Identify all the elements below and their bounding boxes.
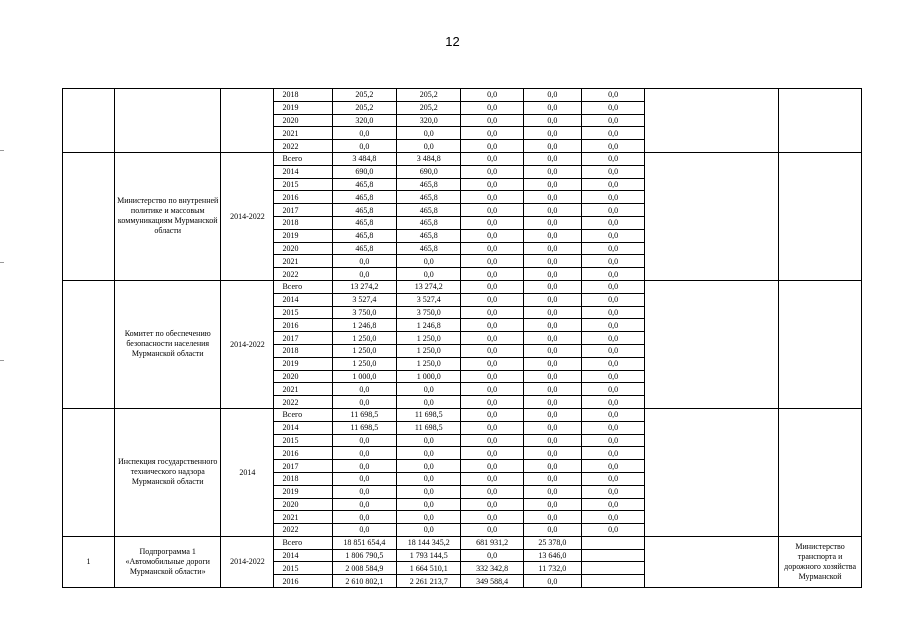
regional-budget-cell: 1 250,0 [397,332,461,345]
other-funds-cell: 0,0 [581,280,644,293]
local-budget-cell: 0,0 [523,268,581,281]
other-funds-cell [581,562,644,575]
total-cell: 1 246,8 [332,319,396,332]
regional-budget-cell: 0,0 [397,434,461,447]
row-number-cell [63,408,115,536]
total-cell: 465,8 [332,242,396,255]
total-cell: 320,0 [332,114,396,127]
federal-budget-cell: 0,0 [461,114,523,127]
federal-budget-cell: 0,0 [461,293,523,306]
local-budget-cell: 0,0 [523,127,581,140]
year-cell: 2017 [274,332,332,345]
local-budget-cell: 0,0 [523,575,581,588]
regional-budget-cell: 205,2 [397,89,461,102]
total-cell: 2 610 802,1 [332,575,396,588]
local-budget-cell: 0,0 [523,498,581,511]
federal-budget-cell: 0,0 [461,421,523,434]
period-cell: 2014-2022 [221,280,274,408]
local-budget-cell: 0,0 [523,421,581,434]
year-cell: 2020 [274,498,332,511]
other-funds-cell: 0,0 [581,204,644,217]
regional-budget-cell: 0,0 [397,396,461,409]
local-budget-cell: 0,0 [523,472,581,485]
total-cell: 1 250,0 [332,344,396,357]
other-funds-cell: 0,0 [581,434,644,447]
regional-budget-cell: 3 750,0 [397,306,461,319]
total-cell: 0,0 [332,511,396,524]
regional-budget-cell: 690,0 [397,165,461,178]
regional-budget-cell: 0,0 [397,472,461,485]
row-number-cell: 1 [63,536,115,587]
other-funds-cell: 0,0 [581,165,644,178]
year-cell: 2018 [274,344,332,357]
total-cell: 0,0 [332,383,396,396]
local-budget-cell: 0,0 [523,165,581,178]
total-cell: 0,0 [332,140,396,153]
federal-budget-cell: 0,0 [461,370,523,383]
scan-margin-marks [0,0,6,640]
federal-budget-cell: 0,0 [461,306,523,319]
year-cell: 2021 [274,511,332,524]
local-budget-cell: 13 646,0 [523,549,581,562]
local-budget-cell: 0,0 [523,370,581,383]
federal-budget-cell: 0,0 [461,332,523,345]
other-funds-cell: 0,0 [581,383,644,396]
year-cell: 2019 [274,101,332,114]
year-cell: 2020 [274,370,332,383]
federal-budget-cell: 0,0 [461,127,523,140]
total-cell: 2 008 584,9 [332,562,396,575]
federal-budget-cell: 0,0 [461,255,523,268]
period-cell [221,89,274,153]
year-cell: Всего [274,280,332,293]
regional-budget-cell: 465,8 [397,178,461,191]
other-funds-cell: 0,0 [581,460,644,473]
local-budget-cell: 0,0 [523,447,581,460]
federal-budget-cell: 0,0 [461,472,523,485]
year-cell: 2021 [274,127,332,140]
regional-budget-cell: 0,0 [397,383,461,396]
regional-budget-cell: 2 261 213,7 [397,575,461,588]
total-cell: 3 527,4 [332,293,396,306]
organization-cell: Министерство по внутренней политике и массовым коммуникациям Мурманской области [115,152,221,280]
year-cell: 2017 [274,460,332,473]
year-cell: 2022 [274,140,332,153]
other-funds-cell: 0,0 [581,332,644,345]
federal-budget-cell: 0,0 [461,396,523,409]
other-funds-cell [581,549,644,562]
local-budget-cell: 0,0 [523,204,581,217]
other-funds-cell: 0,0 [581,344,644,357]
other-funds-cell: 0,0 [581,421,644,434]
local-budget-cell: 0,0 [523,229,581,242]
other-funds-cell [581,575,644,588]
total-cell: 18 851 654,4 [332,536,396,549]
federal-budget-cell: 0,0 [461,165,523,178]
other-funds-cell: 0,0 [581,447,644,460]
regional-budget-cell: 1 250,0 [397,357,461,370]
local-budget-cell: 0,0 [523,293,581,306]
page-number: 12 [445,34,460,49]
other-funds-cell: 0,0 [581,89,644,102]
regional-budget-cell: 0,0 [397,498,461,511]
total-cell: 3 750,0 [332,306,396,319]
regional-budget-cell: 1 250,0 [397,344,461,357]
regional-budget-cell: 0,0 [397,460,461,473]
year-cell: 2016 [274,575,332,588]
regional-budget-cell: 1 246,8 [397,319,461,332]
year-cell: 2015 [274,306,332,319]
federal-budget-cell: 0,0 [461,268,523,281]
other-funds-cell: 0,0 [581,242,644,255]
year-cell: 2014 [274,421,332,434]
regional-budget-cell: 1 000,0 [397,370,461,383]
federal-budget-cell: 0,0 [461,549,523,562]
table-row [63,280,862,293]
regional-budget-cell: 465,8 [397,204,461,217]
other-funds-cell: 0,0 [581,472,644,485]
other-funds-cell: 0,0 [581,127,644,140]
total-cell: 11 698,5 [332,421,396,434]
local-budget-cell: 0,0 [523,524,581,537]
year-cell: 2014 [274,293,332,306]
other-funds-cell [581,536,644,549]
year-cell: 2022 [274,268,332,281]
year-cell: 2019 [274,485,332,498]
local-budget-cell: 0,0 [523,319,581,332]
federal-budget-cell: 0,0 [461,191,523,204]
other-funds-cell: 0,0 [581,293,644,306]
regional-budget-cell: 465,8 [397,191,461,204]
local-budget-cell: 0,0 [523,485,581,498]
regional-budget-cell: 3 527,4 [397,293,461,306]
period-cell: 2014-2022 [221,152,274,280]
year-cell: 2015 [274,562,332,575]
regional-budget-cell: 320,0 [397,114,461,127]
year-cell: 2018 [274,216,332,229]
table-row [63,152,862,165]
period-cell: 2014 [221,408,274,536]
total-cell: 0,0 [332,434,396,447]
other-funds-cell: 0,0 [581,485,644,498]
federal-budget-cell: 0,0 [461,152,523,165]
federal-budget-cell: 0,0 [461,498,523,511]
local-budget-cell: 0,0 [523,114,581,127]
federal-budget-cell: 0,0 [461,383,523,396]
federal-budget-cell: 0,0 [461,204,523,217]
total-cell: 205,2 [332,101,396,114]
year-cell: 2021 [274,255,332,268]
year-cell: 2016 [274,191,332,204]
other-funds-cell: 0,0 [581,408,644,421]
total-cell: 0,0 [332,396,396,409]
federal-budget-cell: 0,0 [461,216,523,229]
total-cell: 0,0 [332,498,396,511]
total-cell: 465,8 [332,178,396,191]
total-cell: 1 000,0 [332,370,396,383]
regional-budget-cell: 0,0 [397,255,461,268]
year-cell: 2014 [274,549,332,562]
total-cell: 0,0 [332,255,396,268]
other-funds-cell: 0,0 [581,498,644,511]
federal-budget-cell: 0,0 [461,485,523,498]
federal-budget-cell: 0,0 [461,140,523,153]
other-funds-cell: 0,0 [581,306,644,319]
regional-budget-cell: 11 698,5 [397,408,461,421]
organization-cell [115,89,221,153]
year-cell: 2019 [274,357,332,370]
year-cell: 2015 [274,178,332,191]
local-budget-cell: 0,0 [523,101,581,114]
year-cell: 2020 [274,114,332,127]
year-cell: 2016 [274,447,332,460]
regional-budget-cell: 0,0 [397,127,461,140]
row-number-cell [63,152,115,280]
local-budget-cell: 0,0 [523,255,581,268]
federal-budget-cell: 0,0 [461,524,523,537]
year-cell: 2015 [274,434,332,447]
local-budget-cell: 0,0 [523,89,581,102]
total-cell: 0,0 [332,472,396,485]
local-budget-cell: 0,0 [523,178,581,191]
indicator-cell [645,536,779,587]
year-cell: 2022 [274,396,332,409]
year-cell: 2018 [274,89,332,102]
total-cell: 465,8 [332,191,396,204]
total-cell: 1 250,0 [332,332,396,345]
table-row [63,408,862,421]
other-funds-cell: 0,0 [581,101,644,114]
regional-budget-cell: 0,0 [397,447,461,460]
federal-budget-cell: 332 342,8 [461,562,523,575]
total-cell: 0,0 [332,268,396,281]
year-cell: 2018 [274,472,332,485]
local-budget-cell: 0,0 [523,332,581,345]
total-cell: 0,0 [332,460,396,473]
local-budget-cell: 0,0 [523,460,581,473]
year-cell: 2020 [274,242,332,255]
regional-budget-cell: 0,0 [397,511,461,524]
federal-budget-cell: 349 588,4 [461,575,523,588]
total-cell: 1 806 790,5 [332,549,396,562]
regional-budget-cell: 0,0 [397,485,461,498]
regional-budget-cell: 18 144 345,2 [397,536,461,549]
other-funds-cell: 0,0 [581,396,644,409]
local-budget-cell: 0,0 [523,140,581,153]
indicator-cell [645,152,779,280]
regional-budget-cell: 0,0 [397,524,461,537]
federal-budget-cell: 0,0 [461,178,523,191]
federal-budget-cell: 0,0 [461,408,523,421]
other-funds-cell: 0,0 [581,370,644,383]
regional-budget-cell: 1 793 144,5 [397,549,461,562]
other-funds-cell: 0,0 [581,255,644,268]
local-budget-cell: 25 378,0 [523,536,581,549]
other-funds-cell: 0,0 [581,357,644,370]
federal-budget-cell: 0,0 [461,229,523,242]
other-funds-cell: 0,0 [581,191,644,204]
other-funds-cell: 0,0 [581,216,644,229]
total-cell: 0,0 [332,127,396,140]
regional-budget-cell: 11 698,5 [397,421,461,434]
regional-budget-cell: 1 664 510,1 [397,562,461,575]
federal-budget-cell: 0,0 [461,447,523,460]
year-cell: 2019 [274,229,332,242]
total-cell: 1 250,0 [332,357,396,370]
local-budget-cell: 0,0 [523,216,581,229]
total-cell: 13 274,2 [332,280,396,293]
regional-budget-cell: 3 484,8 [397,152,461,165]
organization-cell: Инспекция государственного технического надзора Мурманской области [115,408,221,536]
other-funds-cell: 0,0 [581,511,644,524]
indicator-cell [645,89,779,153]
total-cell: 3 484,8 [332,152,396,165]
local-budget-cell: 0,0 [523,396,581,409]
other-funds-cell: 0,0 [581,178,644,191]
total-cell: 465,8 [332,229,396,242]
row-number-cell [63,280,115,408]
federal-budget-cell: 681 931,2 [461,536,523,549]
local-budget-cell: 0,0 [523,344,581,357]
total-cell: 0,0 [332,447,396,460]
total-cell: 11 698,5 [332,408,396,421]
other-funds-cell: 0,0 [581,114,644,127]
regional-budget-cell: 0,0 [397,140,461,153]
local-budget-cell: 0,0 [523,408,581,421]
period-cell: 2014-2022 [221,536,274,587]
other-funds-cell: 0,0 [581,229,644,242]
budget-table [62,88,862,588]
year-cell: 2014 [274,165,332,178]
total-cell: 205,2 [332,89,396,102]
local-budget-cell: 0,0 [523,191,581,204]
federal-budget-cell: 0,0 [461,319,523,332]
organization-cell: Подпрограмма 1 «Автомобильные дороги Мурманской области» [115,536,221,587]
other-funds-cell: 0,0 [581,140,644,153]
local-budget-cell: 11 732,0 [523,562,581,575]
regional-budget-cell: 205,2 [397,101,461,114]
local-budget-cell: 0,0 [523,511,581,524]
federal-budget-cell: 0,0 [461,280,523,293]
regional-budget-cell: 465,8 [397,242,461,255]
responsible-executor-cell: Министерство транспорта и дорожного хозяйства Мурманской [779,536,862,587]
other-funds-cell: 0,0 [581,319,644,332]
total-cell: 465,8 [332,204,396,217]
budget-table-body [63,89,862,588]
regional-budget-cell: 13 274,2 [397,280,461,293]
federal-budget-cell: 0,0 [461,89,523,102]
responsible-executor-cell [779,89,862,153]
local-budget-cell: 0,0 [523,280,581,293]
year-cell: Всего [274,408,332,421]
responsible-executor-cell [779,152,862,280]
local-budget-cell: 0,0 [523,242,581,255]
federal-budget-cell: 0,0 [461,511,523,524]
local-budget-cell: 0,0 [523,434,581,447]
local-budget-cell: 0,0 [523,357,581,370]
local-budget-cell: 0,0 [523,152,581,165]
year-cell: 2021 [274,383,332,396]
year-cell: Всего [274,152,332,165]
indicator-cell [645,280,779,408]
table-row [63,89,862,102]
indicator-cell [645,408,779,536]
federal-budget-cell: 0,0 [461,344,523,357]
federal-budget-cell: 0,0 [461,434,523,447]
total-cell: 0,0 [332,524,396,537]
other-funds-cell: 0,0 [581,524,644,537]
federal-budget-cell: 0,0 [461,357,523,370]
federal-budget-cell: 0,0 [461,460,523,473]
regional-budget-cell: 465,8 [397,216,461,229]
year-cell: 2017 [274,204,332,217]
responsible-executor-cell [779,408,862,536]
regional-budget-cell: 0,0 [397,268,461,281]
year-cell: 2016 [274,319,332,332]
federal-budget-cell: 0,0 [461,242,523,255]
year-cell: 2022 [274,524,332,537]
other-funds-cell: 0,0 [581,152,644,165]
row-number-cell [63,89,115,153]
organization-cell: Комитет по обеспечению безопасности населения Мурманской области [115,280,221,408]
total-cell: 0,0 [332,485,396,498]
year-cell: Всего [274,536,332,549]
other-funds-cell: 0,0 [581,268,644,281]
regional-budget-cell: 465,8 [397,229,461,242]
local-budget-cell: 0,0 [523,306,581,319]
responsible-executor-cell [779,280,862,408]
federal-budget-cell: 0,0 [461,101,523,114]
table-row [63,536,862,549]
total-cell: 690,0 [332,165,396,178]
total-cell: 465,8 [332,216,396,229]
local-budget-cell: 0,0 [523,383,581,396]
